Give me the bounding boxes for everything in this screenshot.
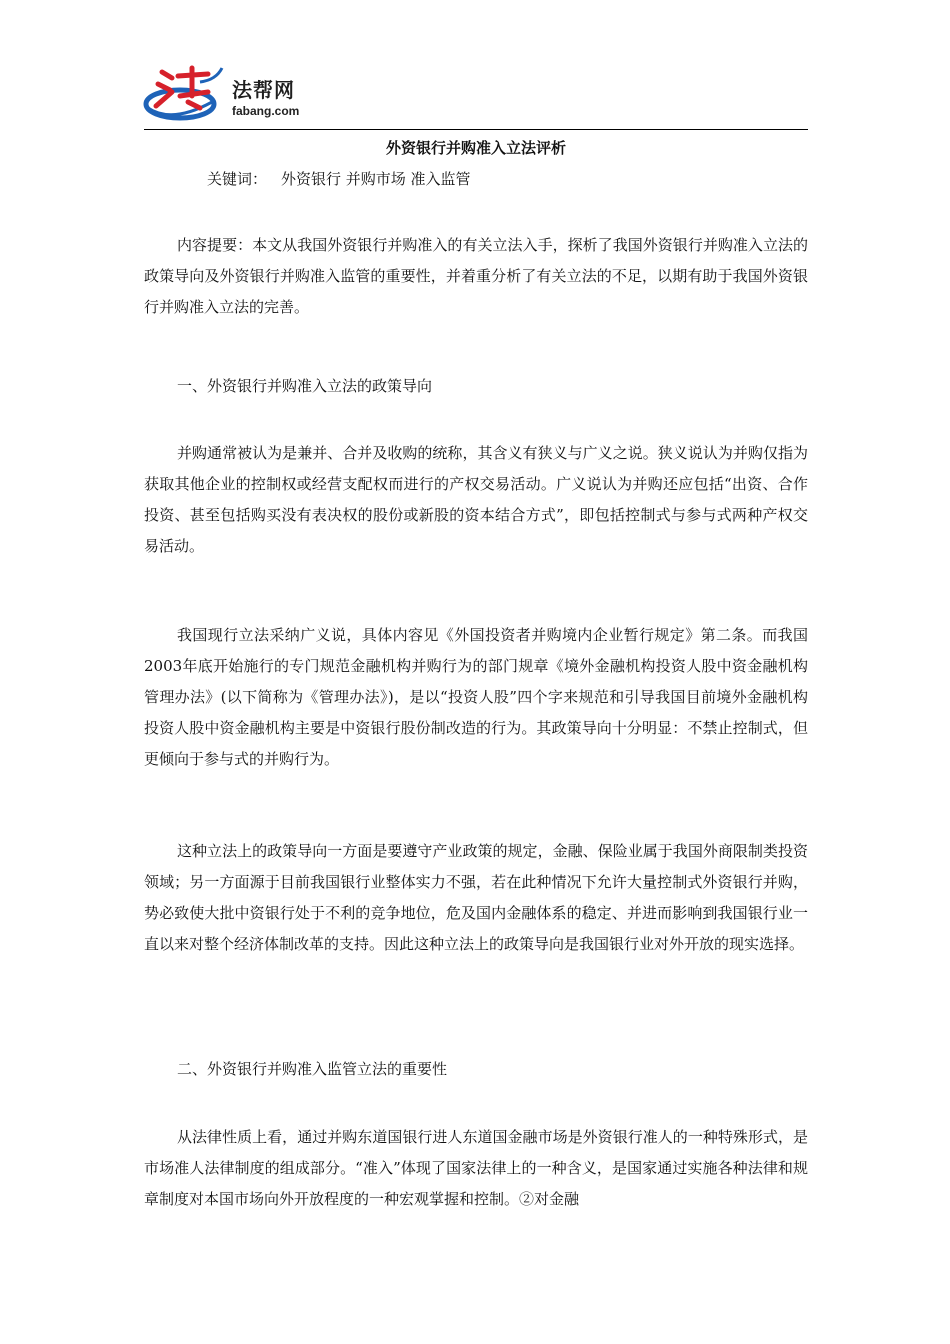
brand-domain: fabang.com	[232, 104, 300, 118]
site-header	[140, 62, 808, 132]
keywords-value: 外资银行 并购市场 准入监管	[281, 170, 471, 188]
body-paragraph: 从法律性质上看，通过并购东道国银行进人东道国金融市场是外资银行准人的一种特殊形式，是市场准人法律制度的组成部分。“准入”体现了国家法律上的一种含义，是国家通过实施各种法律和规章制度对本国市场向外开放程度的一种宏观掌握和控制。②对金融	[144, 1128, 808, 1208]
header-divider	[144, 129, 808, 130]
abstract-paragraph: 内容提要：本文从我国外资银行并购准入的有关立法入手，探析了我国外资银行并购准入立法的政策导向及外资银行并购准入监管的重要性，并着重分析了有关立法的不足，以期有助于我国外资银行并购准入立法的完善。	[144, 236, 808, 316]
body-paragraph: 并购通常被认为是兼并、合并及收购的统称，其含义有狭义与广义之说。狭义说认为并购仅指为获取其他企业的控制权或经营支配权而进行的产权交易活动。广义说认为并购还应包括“出资、合作投资、甚至包括购买没有表决权的股份或新股的资本结合方式”，即包括控制式与参与式两种产权交易活动。	[144, 444, 808, 555]
section-heading-2: 二、外资银行并购准入监管立法的重要性	[177, 1060, 448, 1078]
keywords-line	[207, 168, 471, 189]
body-paragraph: 我国现行立法采纳广义说，具体内容见《外国投资者并购境内企业暂行规定》第二条。而我国2003年底开始施行的专门规范金融机构并购行为的部门规章《境外金融机构投资人股中资金融机构管理办法》(以下简称为《管理办法》)，是以“投资人股”四个字来规范和引导我国目前境外金融机构投资人股中资金融机构主要是中资银行股份制改造的行为。其政策导向十分明显：不禁止控制式，但更倾向于参与式的并购行为。	[144, 626, 808, 768]
brand-name: 法帮网	[232, 78, 295, 102]
section-heading-1: 一、外资银行并购准入立法的政策导向	[177, 377, 433, 395]
body-paragraph: 这种立法上的政策导向一方面是要遵守产业政策的规定，金融、保险业属于我国外商限制类投资领域；另一方面源于目前我国银行业整体实力不强，若在此种情况下允许大量控制式外资银行并购，势必致使大批中资银行处于不利的竞争地位，危及国内金融体系的稳定、并进而影响到我国银行业一直以来对整个经济体制改革的支持。因此这种立法上的政策导向是我国银行业对外开放的现实选择。	[144, 842, 808, 953]
document-title: 外资银行并购准入立法评析	[385, 139, 566, 157]
fabang-logo-icon	[142, 62, 232, 128]
keywords-label: 关键词：	[207, 170, 268, 188]
